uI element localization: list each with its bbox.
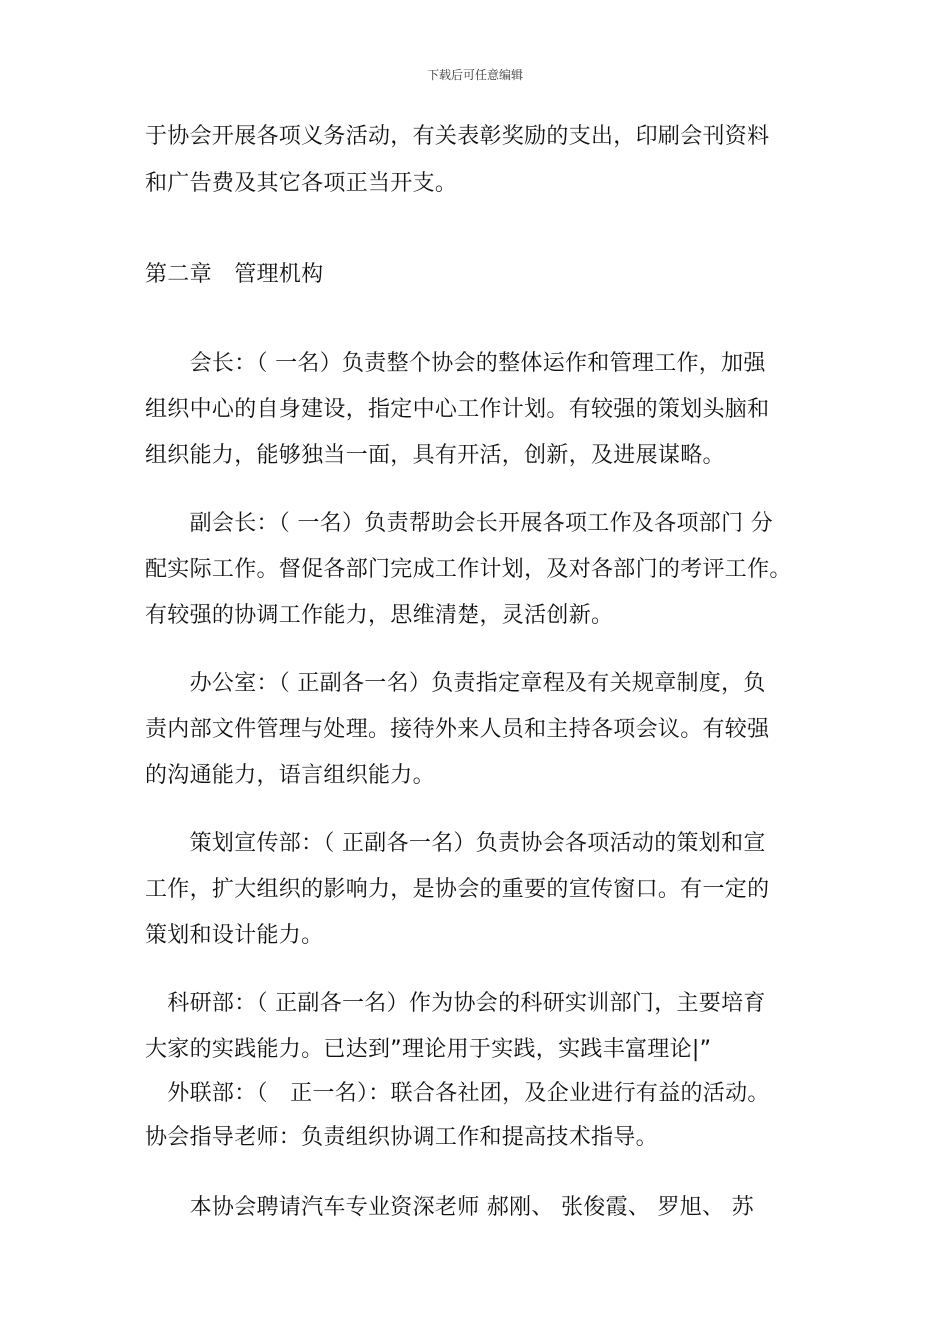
text-line: 于协会开展各项义务活动，有关表彰奖励的支出，印刷会刊资料 [145,124,770,149]
text-line: 科研部：（ 正副各一名）作为协会的科研实训部门，主要培育 [145,991,766,1016]
text-line: 协会指导老师：负责组织协调工作和提高技术指导。 [145,1125,658,1150]
text-line: 策划和设计能力。 [145,923,324,948]
text-line: 副会长：（ 一名）负责帮助会长开展各项工作及各项部门 分 [145,511,773,536]
text-line: 大家的实践能力。已达到”理论用于实践，实践丰富理论|” [145,1037,712,1062]
text-line: 的沟通能力，语言组织能力。 [145,763,435,788]
text-line: 配实际工作。督促各部门完成工作计划，及对各部门的考评工作。 [145,557,792,582]
text-line: 策划宣传部：（ 正副各一名）负责协会各项活动的策划和宣 [145,831,766,856]
text-line: 工作，扩大组织的影响力，是协会的重要的宣传窗口。有一定的 [145,877,770,902]
chapter-heading: 第二章 管理机构 [145,262,324,287]
text-line: 有较强的协调工作能力，思维清楚，灵活创新。 [145,603,614,628]
text-line: 会长：（ 一名）负责整个协会的整体运作和管理工作，加强 [145,351,766,376]
text-line: 和广告费及其它各项正当开支。 [145,171,458,196]
text-line: 责内部文件管理与处理。接待外来人员和主持各项会议。有较强 [145,717,770,742]
page-header: 下载后可任意编辑 [426,68,523,82]
text-line: 本协会聘请汽车专业资深老师 郝刚、 张俊霞、 罗旭、 苏 [145,1195,754,1220]
text-line: 组织能力，能够独当一面，具有开活，创新，及进展谋略。 [145,443,725,468]
text-line: 办公室：（ 正副各一名）负责指定章程及有关规章制度，负 [145,671,766,696]
text-line: 组织中心的自身建设，指定中心工作计划。有较强的策划头脑和 [145,397,770,422]
text-line: 外联部：（ 正一名）：联合各社团，及企业进行有益的活动。 [145,1081,770,1106]
